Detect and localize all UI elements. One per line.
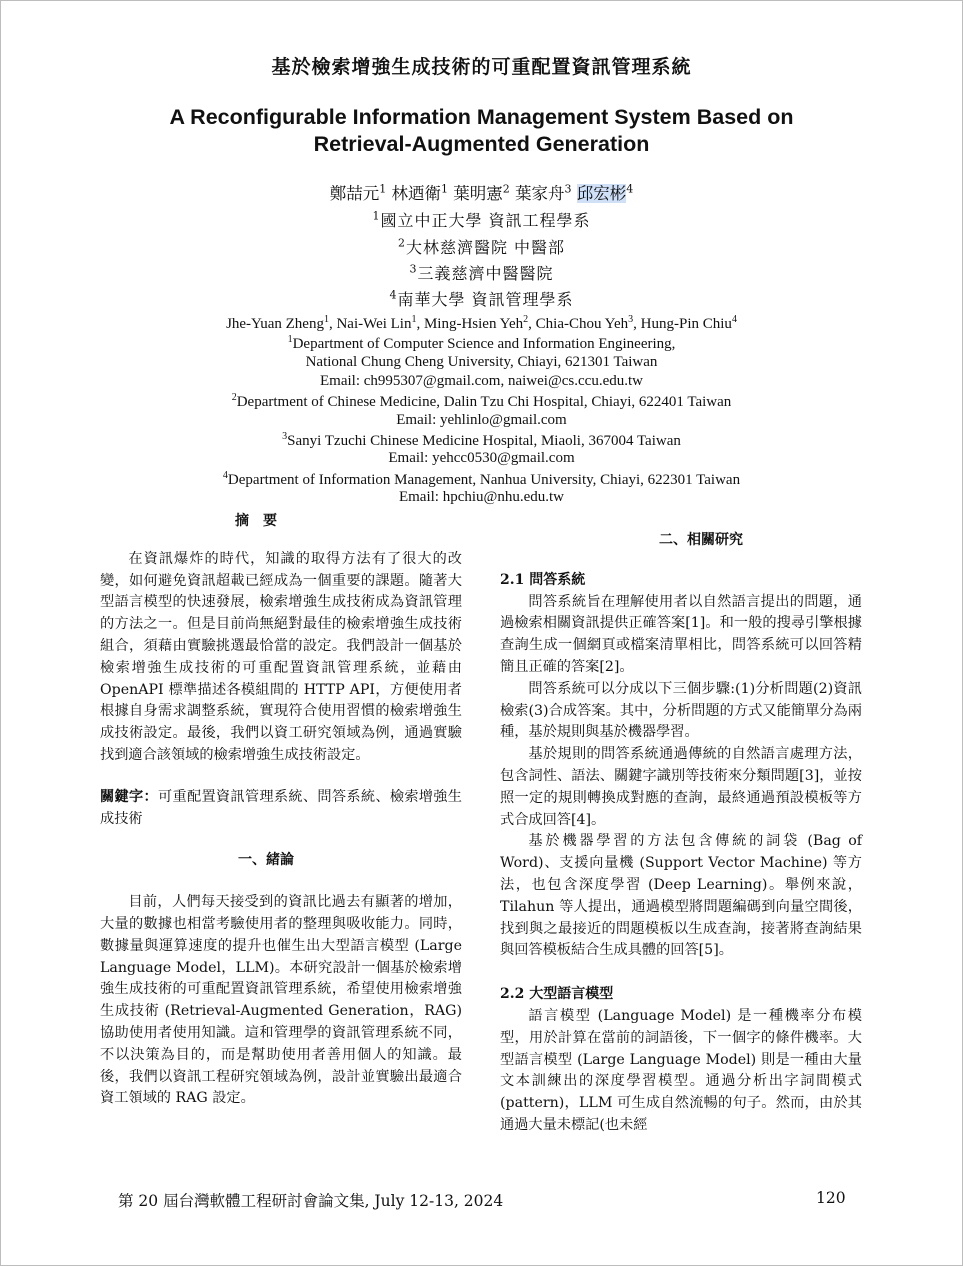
keywords-label: 關鍵字： xyxy=(100,788,158,805)
aff-en-1-line1: Department of Computer Science and Information Engineering, xyxy=(292,336,676,352)
aff-en-4-line: Department of Information Management, Nanhua University, Chiayi, 622301 Taiwan xyxy=(227,472,741,488)
title-en-line1: A Reconfigurable Information Management System Based on xyxy=(169,105,794,129)
author-en-1: Jhe-Yuan Zheng xyxy=(226,316,324,332)
author-zh-3: 葉明憲 xyxy=(453,184,503,203)
author-zh-3-sup: 2 xyxy=(502,182,510,196)
footer-conference: 第 20 屆台灣軟體工程研討會論文集, July 12-13, 2024 xyxy=(118,1192,504,1210)
section-2-1-p1: 問答系統旨在理解使用者以自然語言提出的問題，通過檢索相關資訊提供正確答案[1]。和一般的搜尋引擎根據查詢生成一個網頁或檔案清單相比，問答系統可以回答精簡且正確的答案[2]。 xyxy=(500,593,862,675)
author-en-4: , Chia-Chou Yeh xyxy=(528,316,629,332)
section-2-1-p2: 問答系統可以分成以下三個步驟:(1)分析問題(2)資訊檢索(3)合成答案。其中，分析問題的方式又能簡單分為兩種，基於規則與基於機器學習。 xyxy=(500,680,862,741)
author-zh-5-sup: 4 xyxy=(626,182,634,196)
title-en-line2: Retrieval-Augmented Generation xyxy=(313,132,650,156)
author-en-5-sup: 4 xyxy=(731,314,737,325)
abstract-body: 在資訊爆炸的時代，知識的取得方法有了很大的改變，如何避免資訊超載已經成為一個重要的課題。隨著大型語言模型的快速發展，檢索增強生成技術成為資訊管理的方法之一。但是目前尚無絕對最佳的檢索增強生成技術組合，須藉由實驗挑選最恰當的設定。我們設計一個基於檢索增強生成技術的可重配置資訊管理系統，並藉由 OpenAPI 標準描述各模組間的 HTTP API，方便使用者根據自身需求調整系統，實現符合使用習慣的檢索增強生成技術設定。最後，我們以資工研究領域為例，通過實驗找到適合該領域的檢索增強生成技術設定。 xyxy=(100,550,462,763)
intro-heading: 一、緒論 xyxy=(238,852,294,869)
author-en-2-sup: 1 xyxy=(411,314,417,325)
aff-zh-4-sup: 4 xyxy=(389,288,398,302)
intro-body: 目前，人們每天接受到的資訊比過去有顯著的增加，大量的數據也相當考驗使用者的整理與吸收能力。同時，數據量與運算速度的提升也催生出大型語言模型 (Large Language Model，LLM)。本研究設計一個基於檢索增強生成技術的可重配置資訊管理系統，希望使用檢索增強生成技術 (Retrieval-Augmented Generation，RAG)協助使用者使用知識。這和管理學的資訊管理系統不同，不以決策為目的，而是幫助使用者善用個人的知識。最後，我們以資訊工程研究領域為例，設計並實驗出最適合資工領域的 RAG 設定。 xyxy=(100,894,462,1107)
affiliation-en-1-line2: National Chung Cheng University, Chiayi, 621301 Taiwan xyxy=(305,354,658,370)
affiliation-zh-1 xyxy=(0,208,963,231)
affiliation-en-4 xyxy=(0,470,963,489)
author-zh-2: 林迺衛 xyxy=(391,184,441,203)
abstract-heading: 摘 要 xyxy=(235,513,277,529)
aff-zh-4-text: 南華大學 資訊管理學系 xyxy=(397,290,574,309)
aff-zh-2-text: 大林慈濟醫院 中醫部 xyxy=(405,238,566,257)
keywords xyxy=(100,787,462,831)
email-3: Email: yehcc0530@gmail.com xyxy=(388,450,575,466)
affiliation-zh-3 xyxy=(0,261,963,284)
author-en-3-sup: 2 xyxy=(523,314,529,325)
section-2-2-p1: 語言模型 (Language Model) 是一種機率分布模型，用於計算在當前的詞語後，下一個字的條件機率。大型語言模型 (Large Language Model) 則是一種由大量文本訓練出的深度學習模型。通過分析出字詞間模式 (pattern)，LLM 可生成自然流暢的句子。然而，由於其通過大量未標記(也未經 xyxy=(500,1007,862,1133)
author-zh-5-highlighted[interactable]: 邱宏彬 xyxy=(576,184,627,203)
authors-zh xyxy=(0,180,963,204)
aff-zh-3-sup: 3 xyxy=(409,262,418,276)
section-2-1-p3: 基於規則的問答系統通過傳統的自然語言處理方法，包含詞性、語法、關鍵字識別等技術來分類問題[3]，並按照一定的規則轉換成對應的查詢，最終通過預設模板等方式合成回答[4]。 xyxy=(500,746,862,828)
related-heading: 二、相關研究 xyxy=(659,532,743,548)
affiliation-en-2 xyxy=(0,392,963,411)
author-zh-2-sup: 1 xyxy=(441,182,448,196)
aff-zh-3-text: 三義慈濟中醫醫院 xyxy=(417,264,554,283)
aff-zh-2-sup: 2 xyxy=(397,236,406,250)
right-column xyxy=(500,530,862,1137)
aff-zh-1-text: 國立中正大學 資訊工程學系 xyxy=(380,211,591,230)
title-zh: 基於檢索增強生成技術的可重配置資訊管理系統 xyxy=(271,56,692,78)
aff-zh-1-sup: 1 xyxy=(372,209,381,223)
aff-en-4-sup: 4 xyxy=(222,470,228,481)
affiliation-zh-2 xyxy=(0,235,963,258)
author-en-4-sup: 3 xyxy=(628,314,634,325)
aff-en-1-sup: 1 xyxy=(287,334,293,345)
keywords-text: 可重配置資訊管理系統、問答系統、檢索增強生成技術 xyxy=(100,788,462,827)
author-zh-4: 葉家舟 xyxy=(515,184,565,203)
affiliation-en-3 xyxy=(0,431,963,450)
author-en-3: , Ming-Hsien Yeh xyxy=(416,316,524,332)
email-1: Email: ch995307@gmail.com, naiwei@cs.ccu.edu.tw xyxy=(320,373,643,389)
aff-en-3-sup: 3 xyxy=(282,431,288,442)
section-2-1-p4: 基於機器學習的方法包含傳統的詞袋 (Bag of Word)、支援向量機 (Support Vector Machine) 等方法，也包含深度學習 (Deep Learning)。舉例來說，Tilahun 等人提出，通過模型將問題編碼到向量空間後，找到與之最接近的問題模板以生成查詢，接著將查詢結果與回答模板結合生成具體的回答[5]。 xyxy=(500,833,862,959)
left-column xyxy=(100,511,462,1110)
footer-page-number: 120 xyxy=(816,1189,846,1207)
affiliation-en-1 xyxy=(0,334,963,353)
aff-en-2-sup: 2 xyxy=(231,392,237,403)
author-en-1-sup: 1 xyxy=(323,314,329,325)
aff-en-2-line: Department of Chinese Medicine, Dalin Tzu Chi Hospital, Chiayi, 622401 Taiwan xyxy=(236,394,732,410)
email-4: Email: hpchiu@nhu.edu.tw xyxy=(398,489,565,505)
author-zh-1: 鄭喆元 xyxy=(329,184,380,203)
section-2-2-heading: 2.2 大型語言模型 xyxy=(500,986,614,1003)
author-zh-4-sup: 3 xyxy=(564,182,572,196)
affiliation-zh-4 xyxy=(0,287,963,310)
authors-en xyxy=(0,314,963,333)
section-2-1-heading: 2.1 問答系統 xyxy=(500,571,586,588)
author-en-2: , Nai-Wei Lin xyxy=(328,316,412,332)
author-en-5: , Hung-Pin Chiu xyxy=(633,316,732,332)
email-2: Email: yehlinlo@gmail.com xyxy=(396,412,567,428)
aff-en-3-line: Sanyi Tzuchi Chinese Medicine Hospital, Miaoli, 367004 Taiwan xyxy=(287,433,681,449)
author-zh-1-sup: 1 xyxy=(379,182,387,196)
title-en xyxy=(0,104,963,158)
